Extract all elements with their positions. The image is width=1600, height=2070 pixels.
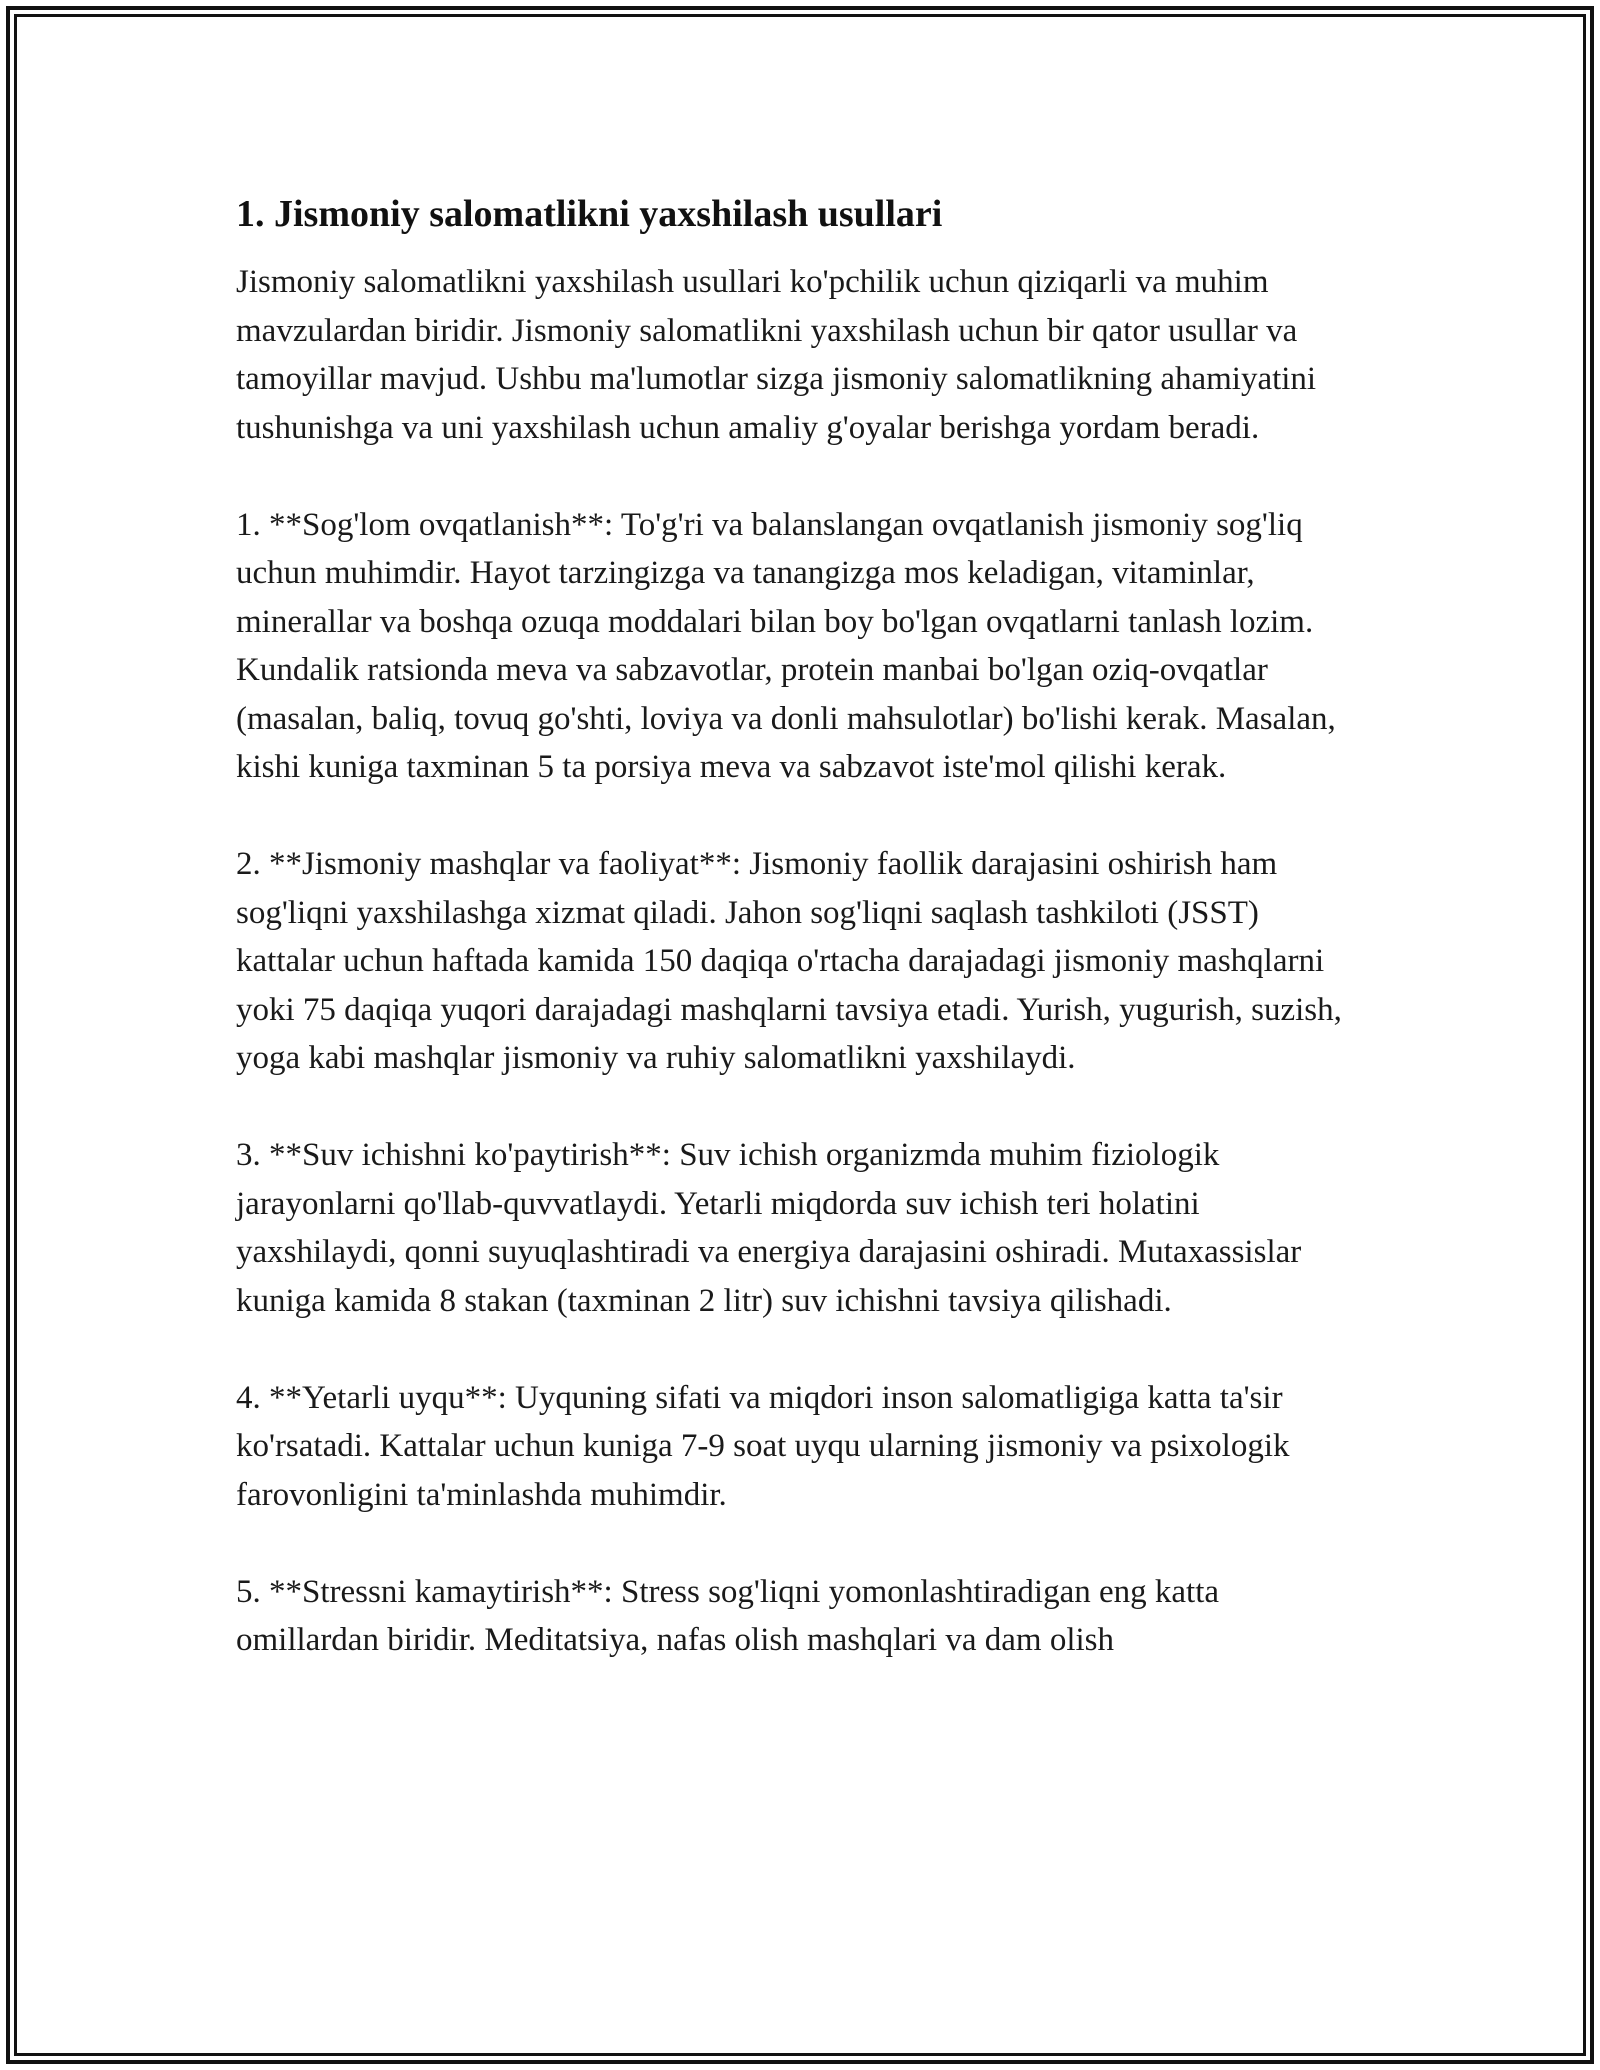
document-body bbox=[236, 188, 1366, 1713]
paragraph-healthy-eating: 1. **Sog'lom ovqatlanish**: To'g'ri va balanslangan ovqatlanish jismoniy sog'liq uchun muhimdir. Hayot tarzingizga va tanangizga mos keladigan, vitaminlar, minerallar va boshqa ozuqa moddalari bilan boy bo'lgan ovqatlarni tanlash lozim. Kundalik ratsionda meva va sabzavotlar, protein manbai bo'lgan oziq-ovqatlar (masalan, baliq, tovuq go'shti, loviya va donli mahsulotlar) bo'lishi kerak. Masalan, kishi kuniga taxminan 5 ta porsiya meva va sabzavot iste'mol qilishi kerak. bbox=[236, 506, 1336, 785]
document-title: 1. Jismoniy salomatlikni yaxshilash usullari bbox=[236, 193, 943, 235]
paragraph-sleep: 4. **Yetarli uyqu**: Uyquning sifati va miqdori inson salomatligiga katta ta'sir ko'rsatadi. Kattalar uchun kuniga 7-9 soat uyqu ularning jismoniy va psixologik farovonligini ta'minlashda muhimdir. bbox=[236, 1379, 1290, 1513]
intro-paragraph: Jismoniy salomatlikni yaxshilash usullari ko'pchilik uchun qiziqarli va muhim mavzulardan biridir. Jismoniy salomatlikni yaxshilash uchun bir qator usullar va tamoyillar mavjud. Ushbu ma'lumotlar sizga jismoniy salomatlikning ahamiyatini tushunishga va uni yaxshilash uchun amaliy g'oyalar berishga yordam beradi. bbox=[236, 264, 1317, 446]
paragraph-water-intake: 3. **Suv ichishni ko'paytirish**: Suv ichish organizmda muhim fiziologik jarayonlarni qo'llab-quvvatlaydi. Yetarli miqdorda suv ichish teri holatini yaxshilaydi, qonni suyuqlashtiradi va energiya darajasini oshiradi. Mutaxassislar kuniga kamida 8 stakan (taxminan 2 litr) suv ichishni tavsiya qilishadi. bbox=[236, 1137, 1302, 1319]
paragraph-stress: 5. **Stressni kamaytirish**: Stress sog'liqni yomonlashtiradigan eng katta omillardan biridir. Meditatsiya, nafas olish mashqlari va dam olish bbox=[236, 1573, 1220, 1658]
paragraph-physical-exercise: 2. **Jismoniy mashqlar va faoliyat**: Jismoniy faollik darajasini oshirish ham sog'liqni yaxshilashga xizmat qiladi. Jahon sog'liqni saqlash tashkiloti (JSST) kattalar uchun haftada kamida 150 daqiqa o'rtacha darajadagi jismoniy mashqlarni yoki 75 daqiqa yuqori darajadagi mashqlarni tavsiya etadi. Yurish, yugurish, suzish, yoga kabi mashqlar jismoniy va ruhiy salomatlikni yaxshilaydi. bbox=[236, 846, 1342, 1076]
